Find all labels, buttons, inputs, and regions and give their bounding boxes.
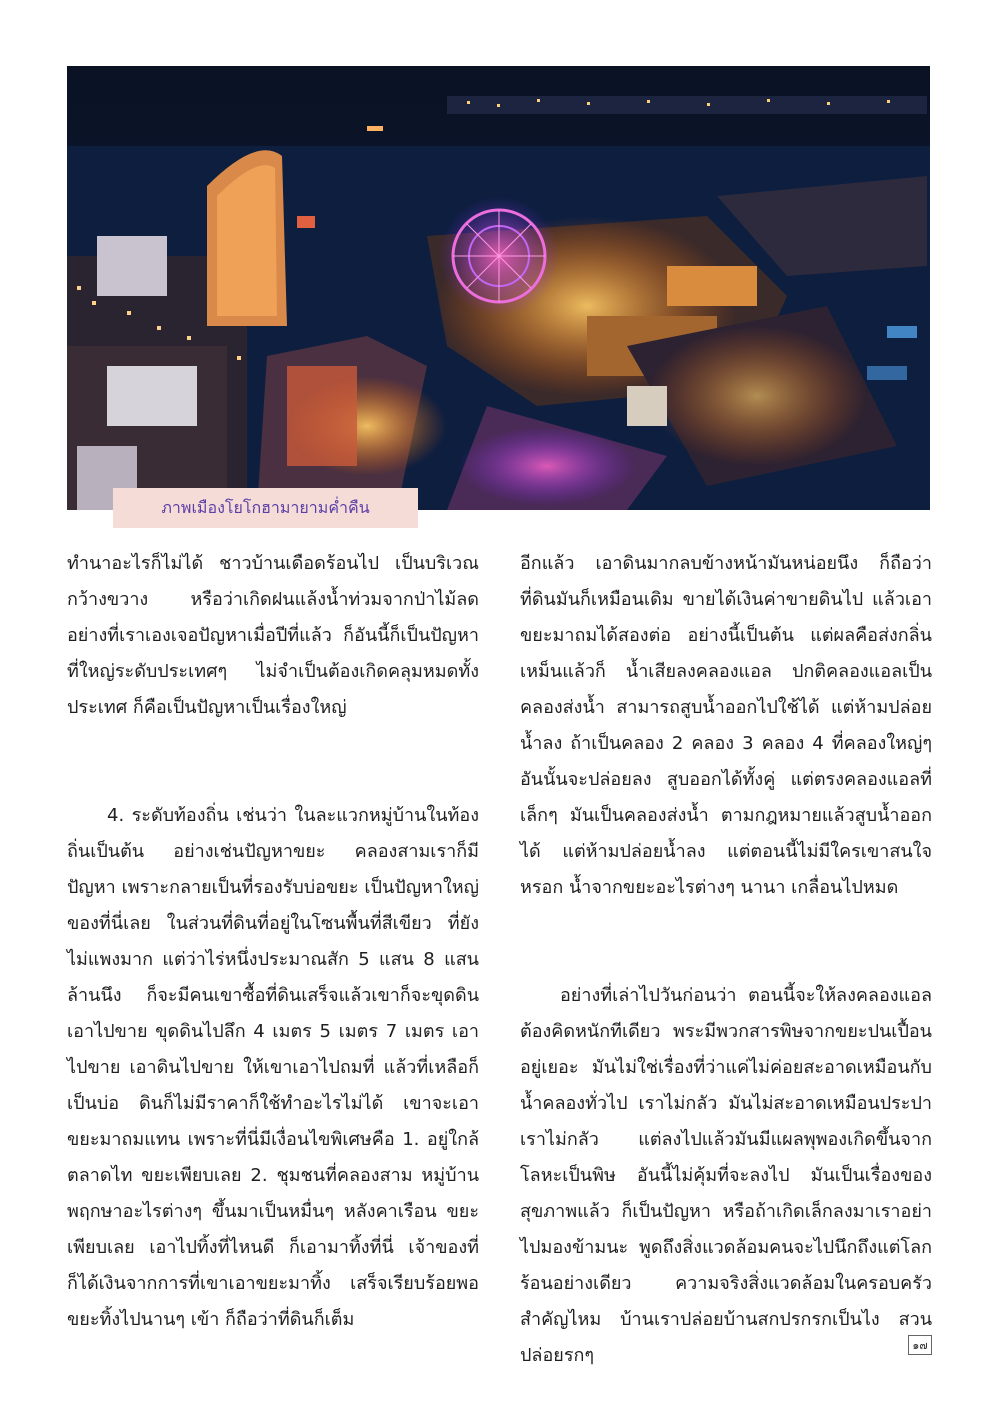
city-night-photo (67, 66, 930, 510)
paragraph: 4. ระดับท้องถิ่น เช่นว่า ในละแวกหมู่บ้านในท้องถิ่นเป็นต้น อย่างเช่นปัญหาขยะ คลองสามเราก็มีปัญหา เพราะกลายเป็นที่รองรับบ่อขยะ เป็นปัญหาใหญ่ของที่นี่เลย ในส่วนที่ดินที่อยู่ในโซนพื้นที่สีเขียว ที่ยังไม่แพงมาก แต่ว่าไร่หนึ่งประมาณสัก 5 แสน 8 แสน ล้านนึง ก็จะมีคนเขาซื้อที่ดินเสร็จแล้วเขาก็จะขุดดินเอาไปขาย ขุดดินไปลึก 4 เมตร 5 เมตร 7 เมตร เอาไปขาย เอาดินไปขาย ให้เขาเอาไปถมที่ แล้วที่เหลือก็เป็นบ่อ ดินก็ไม่มีราคาก็ใช้ทำอะไรไม่ได้ เขาจะเอาขยะมาถมแทน เพราะที่นี่มีเงื่อนไขพิเศษคือ 1. อยู่ใกล้ตลาดไท ขยะเพียบเลย 2. ชุมชนที่คลองสาม หมู่บ้านพฤกษาอะไรต่างๆ ขึ้นมาเป็นหมื่นๆ หลังคาเรือน ขยะเพียบเลย เอาไปทิ้งที่ไหนดี ก็เอามาทิ้งที่นี่ เจ้าของที่ก็ได้เงินจากการที่เขาเอาขยะมาทิ้ง เสร็จเรียบร้อยพอขยะทิ้งไปนานๆ เข้า ก็ถือว่าที่ดินก็เต็ม (67, 805, 479, 1330)
paragraph: ทำนาอะไรก็ไม่ได้ ชาวบ้านเดือดร้อนไป เป็นบริเวณกว้างขวาง หรือว่าเกิดฝนแล้งน้ำท่วมจากป่าไม้ลด อย่างที่เราเองเจอปัญหาเมื่อปีที่แล้ว ก็อันนี้ก็เป็นปัญหาที่ใหญ่ระดับประเทศๆ ไม่จำเป็นต้องเกิดคลุมหมดทั้งประเทศ ก็คือเป็นปัญหาเป็นเรื่องใหญ่ (67, 553, 479, 718)
paragraph: อย่างที่เล่าไปวันก่อนว่า ตอนนี้จะให้ลงคลองแอลต้องคิดหนักทีเดียว พระมีพวกสารพิษจากขยะปนเปื้อนอยู่เยอะ มันไม่ใช่เรื่องที่ว่าแค่ไม่ค่อยสะอาดเหมือนกับน้ำคลองทั่วไป เราไม่กลัว มันไม่สะอาดเหมือนประปา เราไม่กลัว แต่ลงไปแล้วมันมีแผลพุพองเกิดขึ้นจากโลหะเป็นพิษ อันนี้ไม่คุ้มที่จะลงไป มันเป็นเรื่องของสุขภาพแล้ว ก็เป็นปัญหา หรือถ้าเกิดเล็กลงมาเราอย่าไปมองข้ามนะ พูดถึงสิ่งแวดล้อมคนจะไปนึกถึงแต่โลกร้อนอย่างเดียว ความจริงสิ่งแวดล้อมในครอบครัวสำคัญไหม บ้านเราปล่อยบ้านสกปรกรกเป็นไง สวนปล่อยรกๆ (520, 985, 932, 1366)
page-number: ๑๗ (908, 1335, 932, 1355)
paragraph: อีกแล้ว เอาดินมากลบข้างหน้ามันหน่อยนึง ก็ถือว่าที่ดินมันก็เหมือนเดิม ขายได้เงินค่าขายดินไป แล้วเอาขยะมาถมได้สองต่อ อย่างนี้เป็นต้น แต่ผลคือส่งกลิ่นเหม็นแล้วก็ น้ำเสียลงคลองแอล ปกติคลองแอลเป็นคลองส่งน้ำ สามารถสูบน้ำออกไปใช้ได้ แต่ห้ามปล่อยน้ำลง ถ้าเป็นคลอง 2 คลอง 3 คลอง 4 ที่คลองใหญ่ๆ อันนั้นจะปล่อยลง สูบออกได้ทั้งคู่ แต่ตรงคลองแอลที่เล็กๆ มันเป็นคลองส่งน้ำ ตามกฎหมายแล้วสูบน้ำออกได้ แต่ห้ามปล่อยน้ำลง แต่ตอนนี้ไม่มีใครเขาสนใจหรอก น้ำจากขยะอะไรต่างๆ นานา เกลื่อนไปหมด (520, 553, 932, 898)
photo-caption: ภาพเมืองโยโกฮามายามค่ำคืน (113, 488, 418, 528)
left-text-column (67, 546, 479, 1338)
right-text-column (520, 546, 932, 1374)
